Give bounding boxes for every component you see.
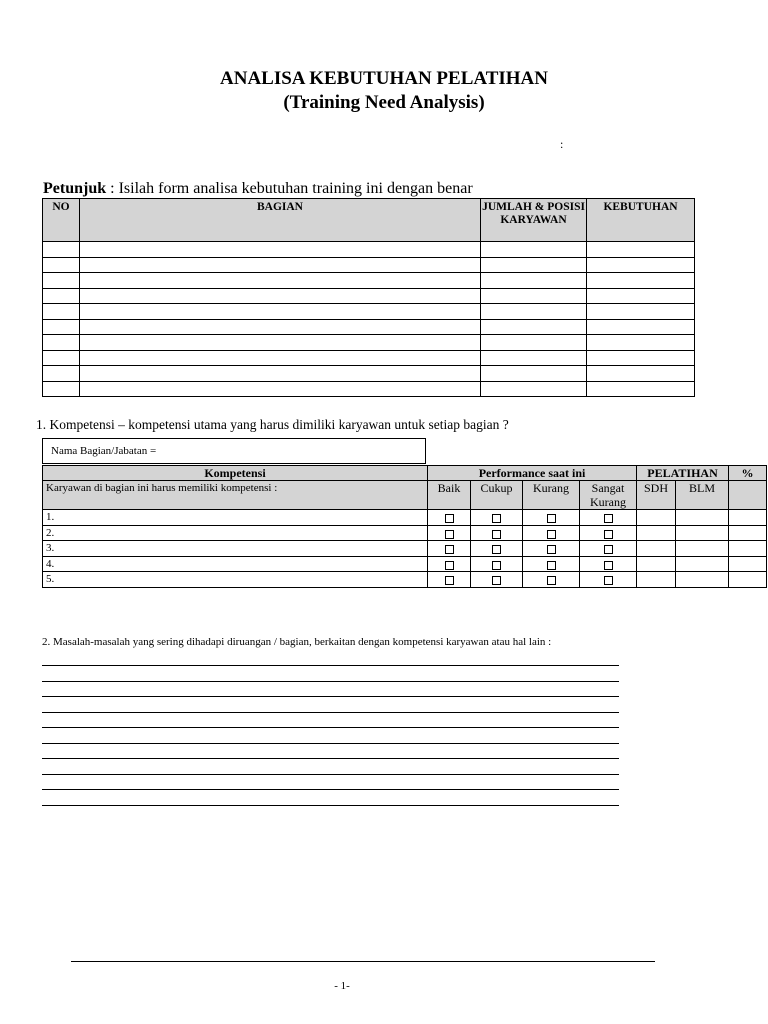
instruction-line <box>43 180 473 198</box>
checkbox-icon[interactable] <box>445 561 454 570</box>
cukup-checkbox[interactable] <box>471 556 523 572</box>
header-sangat-kurang: Sangat Kurang <box>580 481 637 510</box>
write-line[interactable] <box>42 696 619 697</box>
write-line[interactable] <box>42 712 619 713</box>
percent-cell[interactable] <box>729 556 767 572</box>
cell[interactable] <box>43 288 80 304</box>
needs-table-row[interactable] <box>43 366 695 382</box>
write-line[interactable] <box>42 665 619 666</box>
baik-checkbox[interactable] <box>428 572 471 588</box>
blm-cell[interactable] <box>676 525 729 541</box>
needs-table-row[interactable] <box>43 288 695 304</box>
checkbox-icon[interactable] <box>547 545 556 554</box>
cell[interactable] <box>587 304 695 320</box>
cell[interactable] <box>43 381 80 397</box>
header-kurang: Kurang <box>523 481 580 510</box>
colon-mark: : <box>560 137 564 151</box>
checkbox-icon[interactable] <box>492 576 501 585</box>
cell[interactable] <box>43 350 80 366</box>
competency-header-row <box>43 466 767 481</box>
cell[interactable] <box>80 335 481 351</box>
percent-cell[interactable] <box>729 510 767 526</box>
sdh-cell[interactable] <box>637 541 676 557</box>
cell[interactable] <box>80 304 481 320</box>
baik-checkbox[interactable] <box>428 541 471 557</box>
write-line[interactable] <box>42 727 619 728</box>
sangat-kurang-checkbox[interactable] <box>580 525 637 541</box>
cell[interactable] <box>43 319 80 335</box>
cell[interactable] <box>481 242 587 258</box>
percent-cell[interactable] <box>729 572 767 588</box>
cell[interactable] <box>481 366 587 382</box>
needs-table-row[interactable] <box>43 304 695 320</box>
cell[interactable] <box>587 288 695 304</box>
sdh-cell[interactable] <box>637 525 676 541</box>
header-bagian: BAGIAN <box>80 199 481 242</box>
header-baik: Baik <box>428 481 471 510</box>
cell[interactable] <box>43 366 80 382</box>
needs-table-row[interactable] <box>43 319 695 335</box>
competency-row <box>43 525 767 541</box>
cell[interactable] <box>43 273 80 289</box>
checkbox-icon[interactable] <box>604 530 613 539</box>
row-number[interactable]: 4. <box>43 556 428 572</box>
needs-table-row[interactable] <box>43 335 695 351</box>
header-pelatihan: PELATIHAN <box>637 466 729 481</box>
blm-cell[interactable] <box>676 510 729 526</box>
percent-cell[interactable] <box>729 541 767 557</box>
baik-checkbox[interactable] <box>428 510 471 526</box>
needs-table-header <box>43 199 695 242</box>
baik-checkbox[interactable] <box>428 525 471 541</box>
checkbox-icon[interactable] <box>492 561 501 570</box>
cell[interactable] <box>587 242 695 258</box>
cell[interactable] <box>80 273 481 289</box>
header-kebutuhan: KEBUTUHAN <box>587 199 695 242</box>
checkbox-icon[interactable] <box>547 530 556 539</box>
cell[interactable] <box>481 335 587 351</box>
sdh-cell[interactable] <box>637 572 676 588</box>
blm-cell[interactable] <box>676 556 729 572</box>
kurang-checkbox[interactable] <box>523 556 580 572</box>
checkbox-icon[interactable] <box>547 514 556 523</box>
cell[interactable] <box>587 335 695 351</box>
checkbox-icon[interactable] <box>604 576 613 585</box>
blm-cell[interactable] <box>676 541 729 557</box>
competency-subheader-row <box>43 481 767 510</box>
instruction-text: : Isilah form analisa kebutuhan training ini dengan benar <box>106 180 473 197</box>
needs-table-row[interactable] <box>43 381 695 397</box>
checkbox-icon[interactable] <box>445 576 454 585</box>
write-line[interactable] <box>42 758 619 759</box>
sdh-cell[interactable] <box>637 510 676 526</box>
section-2-heading: 2. Masalah-masalah yang sering dihadapi diruangan / bagian, berkaitan dengan kompetensi karyawan atau hal lain : <box>42 636 552 648</box>
kurang-checkbox[interactable] <box>523 510 580 526</box>
cell[interactable] <box>587 381 695 397</box>
page-title: ANALISA KEBUTUHAN PELATIHAN <box>220 68 548 89</box>
sangat-kurang-checkbox[interactable] <box>580 572 637 588</box>
checkbox-icon[interactable] <box>445 514 454 523</box>
cell[interactable] <box>587 257 695 273</box>
row-number[interactable]: 1. <box>43 510 428 526</box>
cell[interactable] <box>43 335 80 351</box>
cell[interactable] <box>481 273 587 289</box>
competency-table <box>42 465 767 588</box>
header-no: NO <box>43 199 80 242</box>
cell[interactable] <box>587 350 695 366</box>
header-percent: % <box>729 466 767 481</box>
cell[interactable] <box>43 304 80 320</box>
cell[interactable] <box>481 304 587 320</box>
header-cukup: Cukup <box>471 481 523 510</box>
checkbox-icon[interactable] <box>492 514 501 523</box>
cell[interactable] <box>587 319 695 335</box>
cukup-checkbox[interactable] <box>471 525 523 541</box>
competency-row <box>43 556 767 572</box>
sangat-kurang-checkbox[interactable] <box>580 556 637 572</box>
checkbox-icon[interactable] <box>445 530 454 539</box>
write-line[interactable] <box>42 774 619 775</box>
percent-cell[interactable] <box>729 525 767 541</box>
needs-table <box>42 198 695 397</box>
competency-row <box>43 541 767 557</box>
write-line[interactable] <box>42 681 619 682</box>
page-subtitle: (Training Need Analysis) <box>283 92 485 113</box>
cell[interactable] <box>80 366 481 382</box>
row-number[interactable]: 2. <box>43 525 428 541</box>
row-number[interactable]: 5. <box>43 572 428 588</box>
kurang-checkbox[interactable] <box>523 525 580 541</box>
needs-table-row[interactable] <box>43 273 695 289</box>
cell[interactable] <box>481 350 587 366</box>
header-sdh: SDH <box>637 481 676 510</box>
cell[interactable] <box>587 273 695 289</box>
checkbox-icon[interactable] <box>604 514 613 523</box>
kurang-checkbox[interactable] <box>523 541 580 557</box>
header-kompetensi: Kompetensi <box>43 466 428 481</box>
blm-cell[interactable] <box>676 572 729 588</box>
cukup-checkbox[interactable] <box>471 541 523 557</box>
row-number[interactable]: 3. <box>43 541 428 557</box>
needs-table-row[interactable] <box>43 257 695 273</box>
needs-table-row[interactable] <box>43 350 695 366</box>
write-line[interactable] <box>42 743 619 744</box>
sangat-kurang-checkbox[interactable] <box>580 510 637 526</box>
sdh-cell[interactable] <box>637 556 676 572</box>
checkbox-icon[interactable] <box>547 561 556 570</box>
header-percent-blank <box>729 481 767 510</box>
page-number: - 1- <box>334 980 350 992</box>
checkbox-icon[interactable] <box>492 545 501 554</box>
cukup-checkbox[interactable] <box>471 572 523 588</box>
header-performance: Performance saat ini <box>428 466 637 481</box>
cell[interactable] <box>43 242 80 258</box>
sangat-kurang-checkbox[interactable] <box>580 541 637 557</box>
cell[interactable] <box>587 366 695 382</box>
cell[interactable] <box>481 319 587 335</box>
checkbox-icon[interactable] <box>445 545 454 554</box>
header-jumlah: JUMLAH & POSISI KARYAWAN <box>481 199 587 242</box>
kompetensi-subtitle: Karyawan di bagian ini harus memiliki kompetensi : <box>43 481 428 510</box>
checkbox-icon[interactable] <box>604 561 613 570</box>
cell[interactable] <box>80 242 481 258</box>
checkbox-icon[interactable] <box>492 530 501 539</box>
checkbox-icon[interactable] <box>604 545 613 554</box>
cell[interactable] <box>481 288 587 304</box>
cell[interactable] <box>43 257 80 273</box>
cell[interactable] <box>80 288 481 304</box>
competency-row <box>43 510 767 526</box>
checkbox-icon[interactable] <box>547 576 556 585</box>
instruction-label: Petunjuk <box>43 180 107 197</box>
write-line[interactable] <box>42 789 619 790</box>
cell[interactable] <box>481 257 587 273</box>
cukup-checkbox[interactable] <box>471 510 523 526</box>
kurang-checkbox[interactable] <box>523 572 580 588</box>
needs-table-row[interactable] <box>43 242 695 258</box>
cell[interactable] <box>80 319 481 335</box>
header-blm: BLM <box>676 481 729 510</box>
cell[interactable] <box>481 381 587 397</box>
cell[interactable] <box>80 350 481 366</box>
cell[interactable] <box>80 257 481 273</box>
baik-checkbox[interactable] <box>428 556 471 572</box>
competency-row <box>43 572 767 588</box>
nama-bagian-field[interactable]: Nama Bagian/Jabatan = <box>42 438 426 464</box>
cell[interactable] <box>80 381 481 397</box>
section-1-heading: 1. Kompetensi – kompetensi utama yang harus dimiliki karyawan untuk setiap bagian ? <box>36 417 509 432</box>
write-line[interactable] <box>42 805 619 806</box>
footer-divider <box>71 961 655 962</box>
